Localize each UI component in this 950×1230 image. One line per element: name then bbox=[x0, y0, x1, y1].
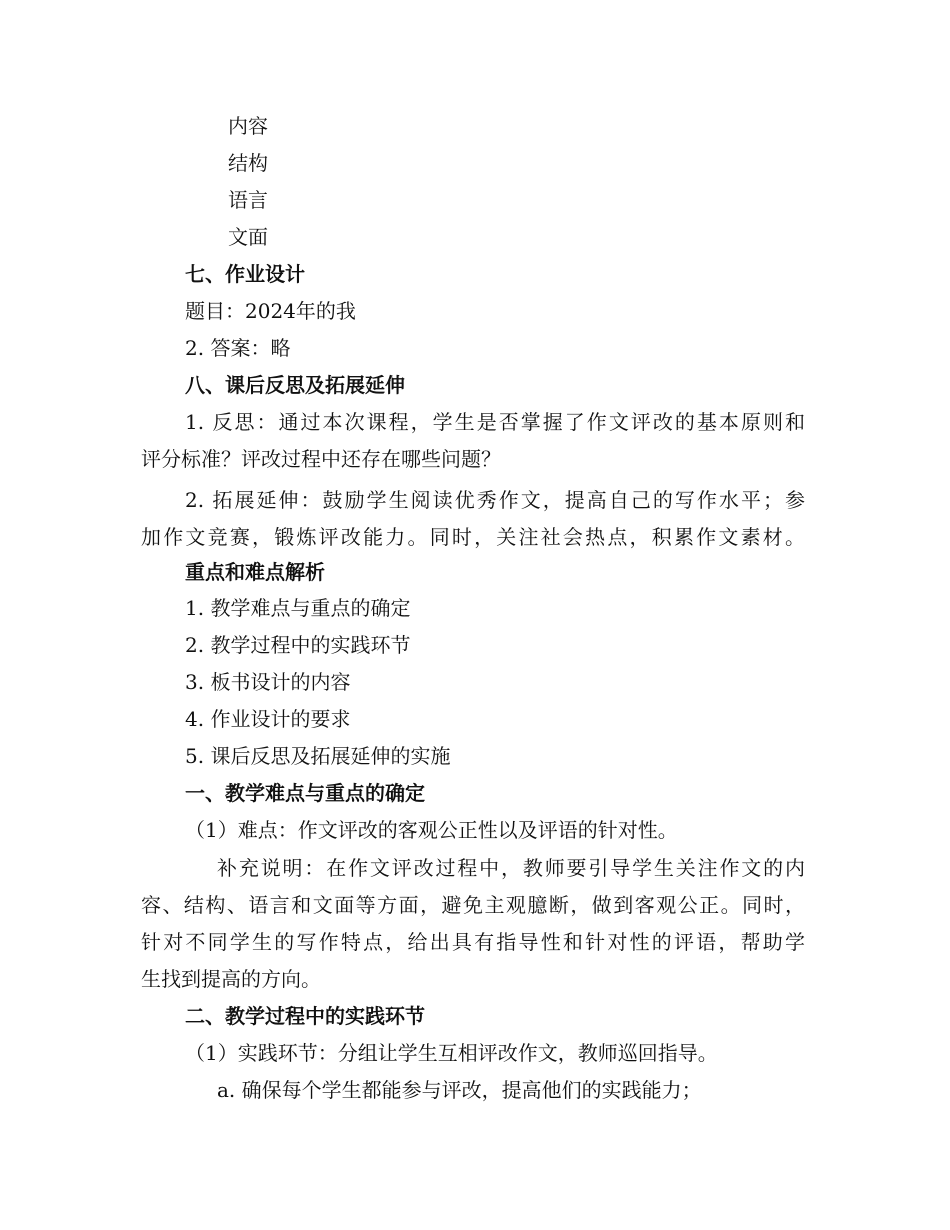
reflection-line-1: 1. 反思：通过本次课程，学生是否掌握了作文评改的基本原则和 bbox=[185, 410, 805, 434]
extension-line-2: 加作文竞赛，锻炼评改能力。同时，关注社会热点，积累作文素材。 bbox=[141, 525, 805, 549]
practice-point-a: a. 确保每个学生都能参与评改，提高他们的实践能力； bbox=[217, 1078, 702, 1102]
homework-answer: 2. 答案：略 bbox=[185, 336, 291, 360]
homework-topic: 题目：2024年的我 bbox=[185, 299, 356, 323]
section-eight-heading: 八、课后反思及拓展延伸 bbox=[185, 373, 405, 397]
note-line-4: 生找到提高的方向。 bbox=[141, 967, 321, 991]
analysis-item-1: 1. 教学难点与重点的确定 bbox=[185, 596, 411, 620]
part-one-heading: 一、教学难点与重点的确定 bbox=[185, 781, 425, 805]
analysis-item-3: 3. 板书设计的内容 bbox=[185, 670, 351, 694]
board-item-content: 内容 bbox=[228, 114, 268, 138]
note-line-1: 补充说明：在作文评改过程中，教师要引导学生关注作文的内 bbox=[217, 856, 805, 880]
reflection-line-2: 评分标准？评改过程中还存在哪些问题？ bbox=[141, 447, 501, 471]
difficulty-line: （1）难点：作文评改的客观公正性以及评语的针对性。 bbox=[185, 818, 678, 842]
note-line-3: 针对不同学生的写作特点，给出具有指导性和针对性的评语，帮助学 bbox=[141, 930, 805, 954]
analysis-item-5: 5. 课后反思及拓展延伸的实施 bbox=[185, 744, 451, 768]
board-item-language: 语言 bbox=[228, 188, 268, 212]
note-line-2: 容、结构、语言和文面等方面，避免主观臆断，做到客观公正。同时， bbox=[141, 893, 805, 917]
extension-line-1: 2. 拓展延伸：鼓励学生阅读优秀作文，提高自己的写作水平；参 bbox=[185, 488, 805, 512]
analysis-item-2: 2. 教学过程中的实践环节 bbox=[185, 633, 411, 657]
board-item-structure: 结构 bbox=[228, 151, 268, 175]
analysis-item-4: 4. 作业设计的要求 bbox=[185, 707, 351, 731]
analysis-heading: 重点和难点解析 bbox=[185, 560, 325, 584]
practice-line: （1）实践环节：分组让学生互相评改作文，教师巡回指导。 bbox=[185, 1041, 718, 1065]
board-item-presentation: 文面 bbox=[228, 225, 268, 249]
section-seven-heading: 七、作业设计 bbox=[185, 262, 305, 286]
part-two-heading: 二、教学过程中的实践环节 bbox=[185, 1004, 425, 1028]
